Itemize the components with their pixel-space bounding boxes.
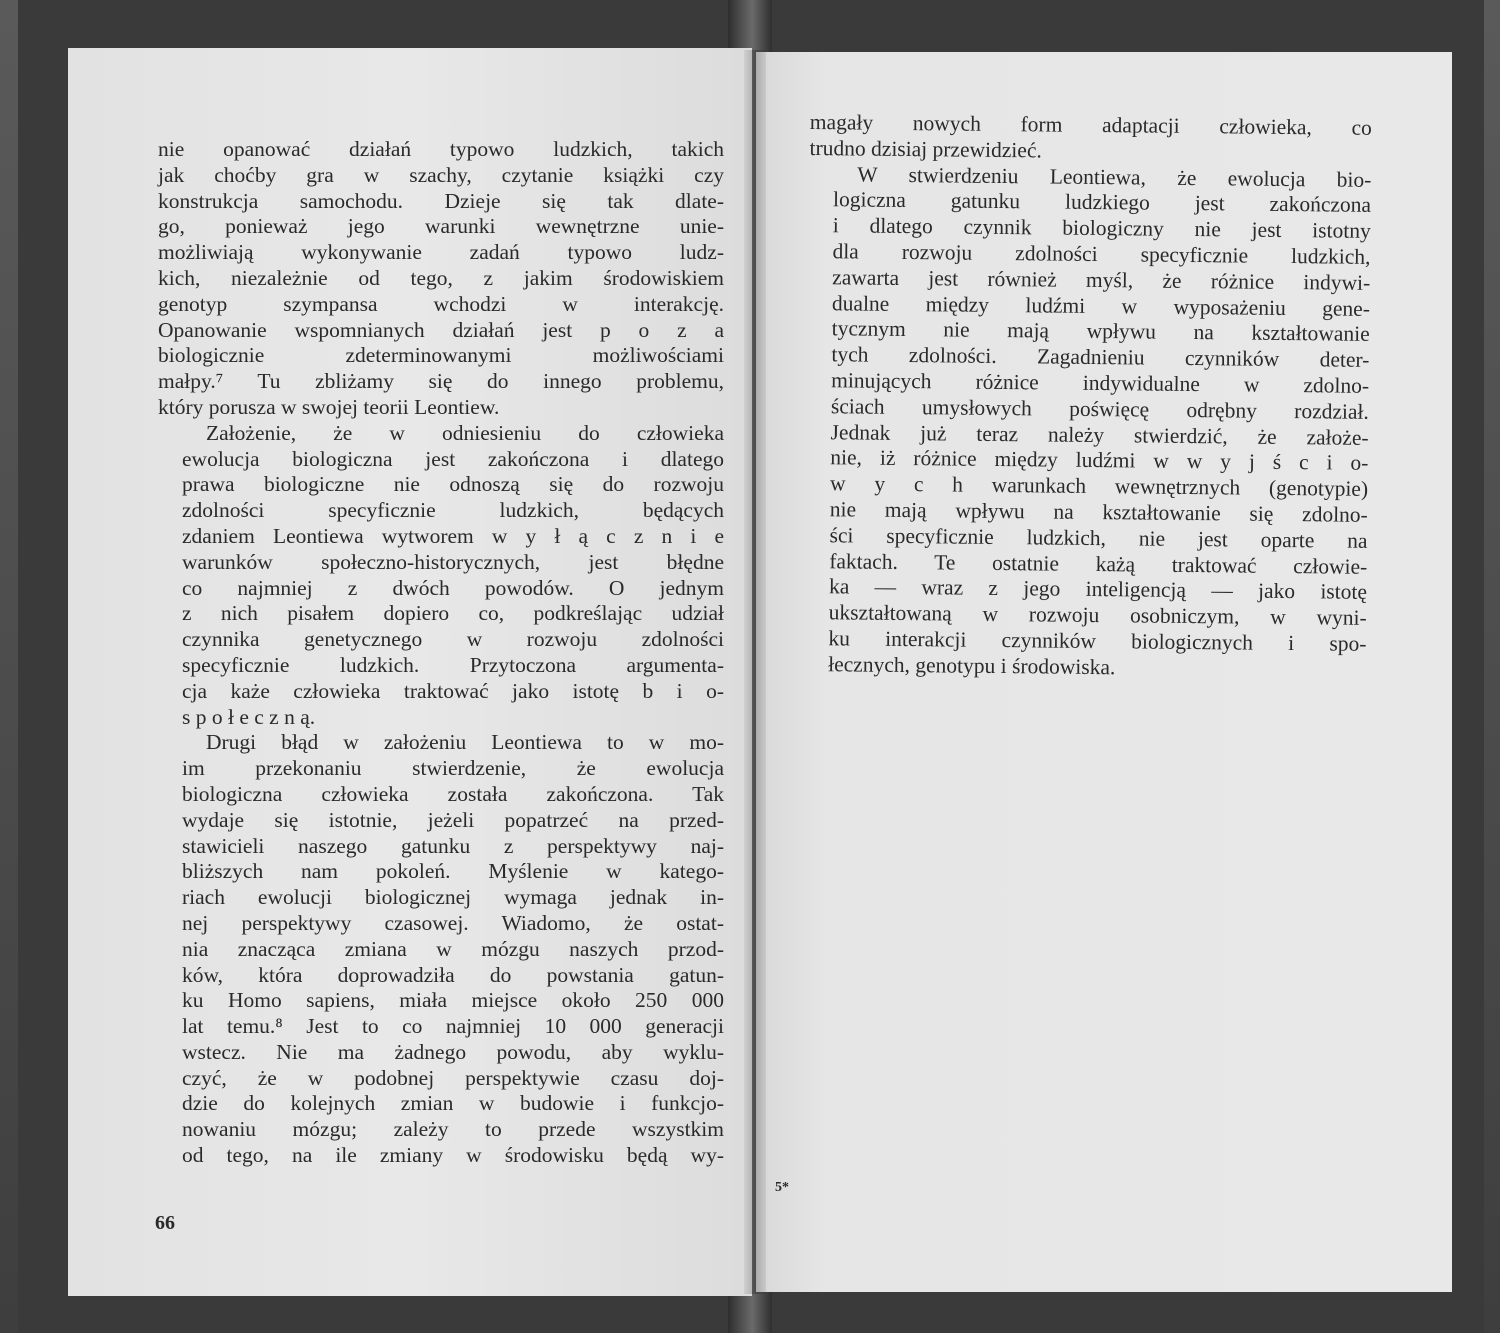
text-line: Drugi błąd w założeniu Leontiewa to w mo- (206, 730, 724, 755)
text-line: jak choćby gra w szachy, czytanie książki czy (158, 162, 724, 187)
text-line: tych zdolności. Zagadnieniu czynników deter- (831, 342, 1370, 373)
text-line: specyficznie ludzkich. Przytoczona argumenta- (182, 652, 724, 677)
text-line: nowaniu mózgu; zależy to przede wszystkim (182, 1117, 724, 1142)
text-line: ku Homo sapiens, miała miejsce około 250 000 (182, 988, 724, 1013)
text-line: magały nowych form adaptacji człowieka, co (809, 110, 1372, 140)
text-line: z nich pisałem dopiero co, podkreślając udział (182, 601, 724, 626)
paragraph (158, 421, 724, 731)
paragraph (809, 110, 1372, 167)
text-line: ści specyficznie ludzkich, nie jest oparte na (829, 522, 1368, 553)
text-line: dzie do kolejnych zmian w budowie i funkcjo- (182, 1091, 724, 1116)
text-line: czyć, że w podobnej perspektywie czasu doj- (182, 1065, 724, 1090)
left-page-text (158, 137, 724, 1169)
text-line: możliwiają wykonywanie zadań typowo ludz- (158, 240, 724, 265)
text-line: małpy.⁷ Tu zbliżamy się do innego problemu, (158, 369, 724, 394)
text-line: W stwierdzeniu Leontiewa, że ewolucja bio- (857, 162, 1372, 192)
text-line: im przekonaniu stwierdzenie, że ewolucja (182, 756, 724, 781)
paragraph (804, 162, 1371, 684)
text-line: wydaje się istotnie, jeżeli popatrzeć na przed- (182, 807, 724, 832)
paragraph (158, 730, 724, 1169)
text-line: faktach. Te ostatnie każą traktować człowie- (829, 548, 1368, 579)
page-number: 66 (155, 1212, 175, 1234)
text-line: genotyp szympansa wchodzi w interakcję. (158, 291, 724, 316)
text-line: cja każe człowieka traktować jako istotę b i o- (182, 678, 724, 703)
text-line: biologiczna człowieka została zakończona. Tak (182, 781, 724, 806)
text-line: riach ewolucji biologicznej wymaga jednak in- (182, 885, 724, 910)
text-line: Założenie, że w odniesieniu do człowieka (206, 420, 724, 445)
paragraph (158, 137, 724, 421)
gutter-shadow (744, 50, 766, 1294)
text-line: stawicieli naszego gatunku z perspektywy naj- (182, 833, 724, 858)
text-line: zawarta jest również myśl, że różnice indywi- (832, 265, 1371, 295)
text-line: ka — wraz z jego inteligencją — jako istotę (828, 574, 1368, 605)
text-line: ków, która doprowadziła do powstania gatun- (182, 962, 724, 987)
text-line: trudno dzisiaj przewidzieć. (809, 135, 1042, 163)
text-line: czynnika genetycznego w rozwoju zdolności (182, 627, 724, 652)
text-line: wstecz. Nie ma żadnego powodu, aby wyklu- (182, 1039, 724, 1064)
text-line: nia znacząca zmiana w mózgu naszych przod- (182, 936, 724, 961)
text-line: logiczna gatunku ludzkiego jest zakończona (832, 187, 1372, 218)
text-line: Opanowanie wspomnianych działań jest p o z a (158, 317, 724, 342)
text-line: co najmniej z dwóch powodów. O jednym (182, 575, 724, 600)
text-line: w y c h warunkach wewnętrznych (genotypie) (829, 471, 1369, 502)
text-line: konstrukcja samochodu. Dzieje się tak dlate- (158, 188, 724, 213)
text-line: ukształtowaną w rozwoju osobniczym, w wyni- (828, 600, 1367, 630)
text-line: nie opanować działań typowo ludzkich, takich (158, 137, 724, 161)
text-line: bliższych nam pokoleń. Myślenie w katego- (182, 859, 724, 884)
text-line: łecznych, genotypu i środowiska. (828, 651, 1116, 679)
text-line: dla rozwoju zdolności specyficznie ludzkich, (832, 239, 1371, 269)
text-line: lat temu.⁸ Jest to co najmniej 10 000 generacji (182, 1014, 724, 1039)
text-line: biologicznie zdeterminowanymi możliwościami (158, 343, 724, 368)
text-line: warunków społeczno-historycznych, jest błędne (182, 549, 724, 574)
right-page-text (804, 110, 1372, 683)
text-line: od tego, na ile zmiany w środowisku będą wy- (182, 1143, 724, 1168)
text-line: zdaniem Leontiewa wytworem w y ł ą c z n i e (182, 523, 724, 548)
text-line: ewolucja biologiczna jest zakończona i dlatego (182, 446, 724, 471)
text-line: ku interakcji czynników biologicznych i spo- (828, 626, 1367, 656)
text-line: tycznym nie mają wpływu na kształtowanie (831, 316, 1370, 347)
text-line: nie mają wpływu na kształtowanie się zdolno- (829, 497, 1368, 527)
text-line: dualne między ludźmi w wyposażeniu gene- (831, 290, 1371, 321)
text-line: i dlatego czynnik biologiczny nie jest istotny (832, 213, 1371, 244)
text-line: nej perspektywy czasowej. Wiadomo, że ostat- (182, 910, 724, 935)
text-line: minujących różnice indywidualne w zdolno- (831, 368, 1370, 398)
text-line: ściach umysłowych poświęcę odrębny rozdział. (830, 394, 1369, 424)
text-line: go, ponieważ jego warunki wewnętrzne unie- (158, 214, 724, 239)
text-line: Jednak już teraz należy stwierdzić, że założe- (830, 419, 1369, 450)
text-line: kich, niezależnie od tego, z jakim środowiskiem (158, 265, 724, 290)
text-line: prawa biologiczne nie odnoszą się do rozwoju (182, 472, 724, 497)
text-line: nie, iż różnice między ludźmi w w y j ś c i o- (830, 445, 1369, 476)
text-line: który porusza w swojej teorii Leontiew. (158, 394, 500, 419)
signature-mark: 5* (775, 1180, 789, 1195)
text-line: s p o ł e c z n ą. (182, 704, 316, 729)
text-line: zdolności specyficznie ludzkich, będących (182, 498, 724, 523)
